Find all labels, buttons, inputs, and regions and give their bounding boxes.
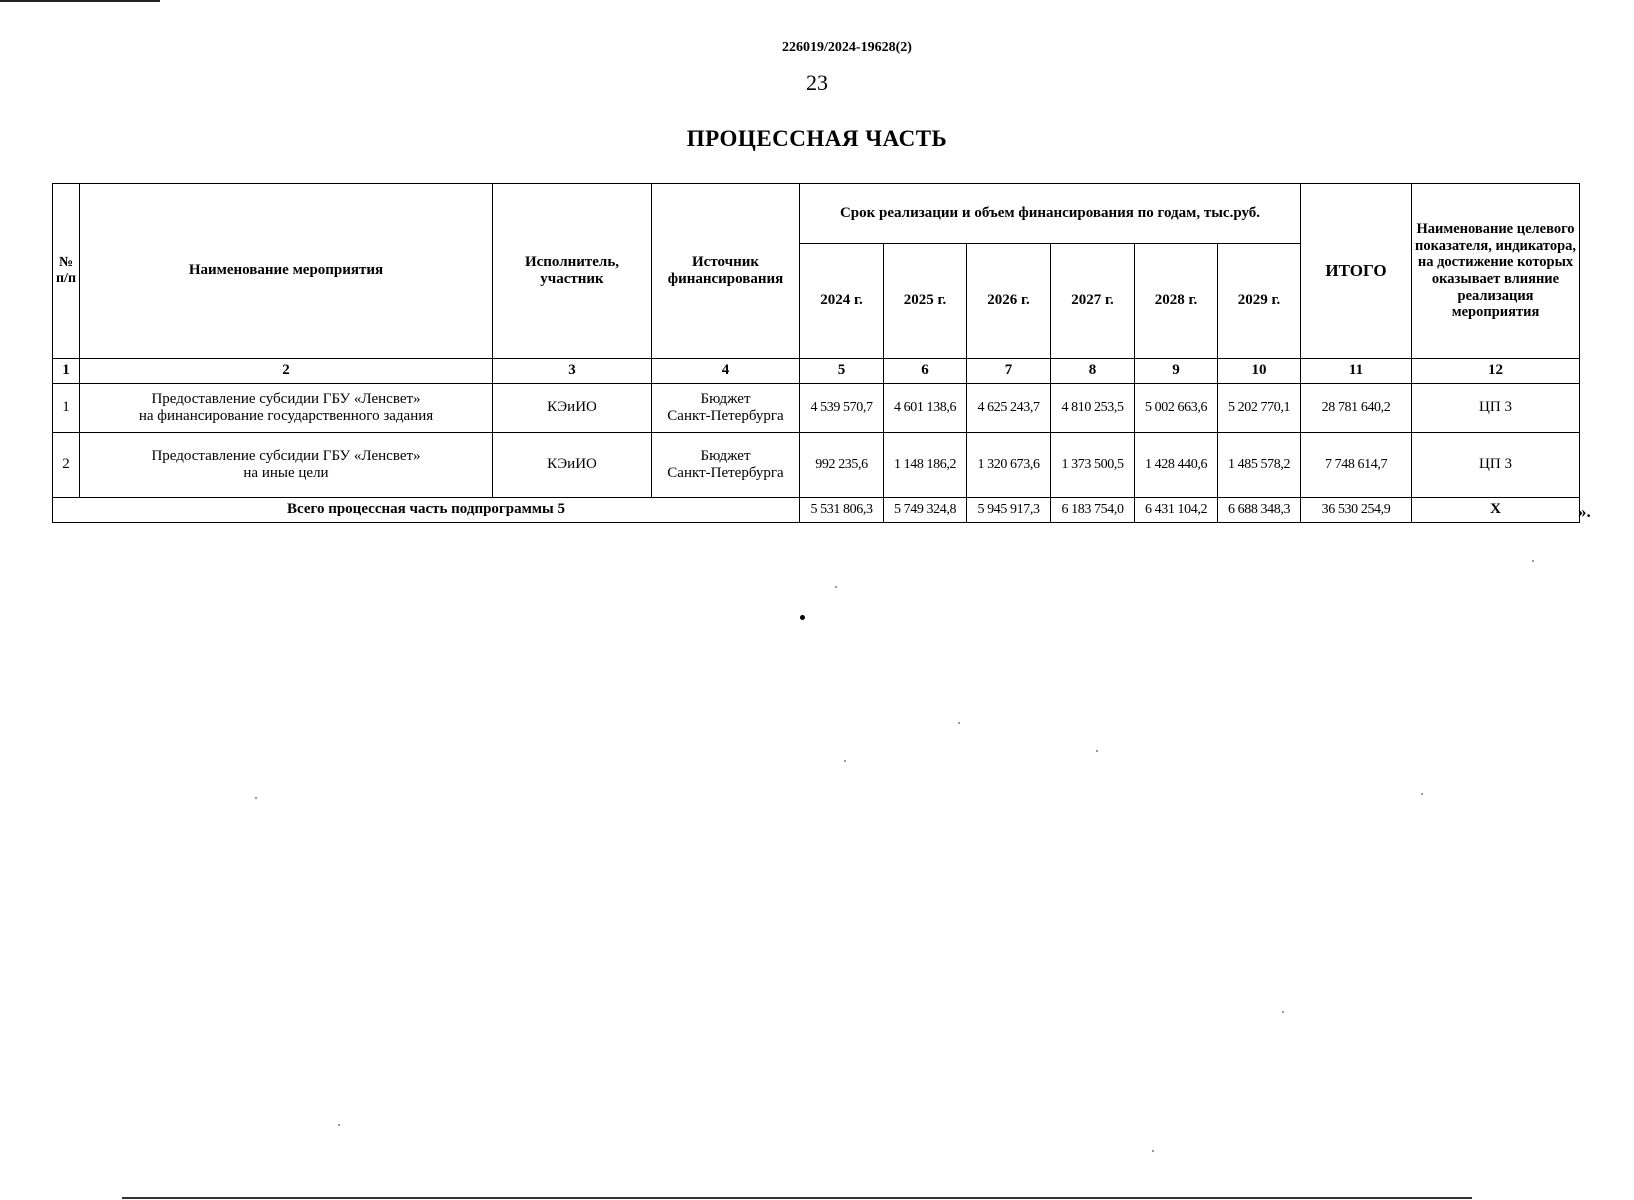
year-value-cell: 5 002 663,6	[1135, 384, 1218, 433]
indicator-cell: ЦП 3	[1412, 433, 1580, 498]
year-value-cell: 4 810 253,5	[1051, 384, 1135, 433]
header-num: № п/п	[53, 184, 80, 359]
row-total-cell: 28 781 640,2	[1301, 384, 1412, 433]
header-year-2024: 2024 г.	[800, 244, 884, 359]
source-cell	[652, 433, 800, 498]
scan-speck	[844, 760, 846, 762]
column-number: 4	[652, 359, 800, 384]
header-executor: Исполнитель, участник	[493, 184, 652, 359]
column-number: 10	[1218, 359, 1301, 384]
column-number: 11	[1301, 359, 1412, 384]
scan-speck	[1152, 1150, 1154, 1152]
executor-cell: КЭиИО	[493, 433, 652, 498]
column-number: 7	[967, 359, 1051, 384]
event-name-line: на иные цели	[243, 465, 329, 481]
closing-quote-mark: ».	[1578, 502, 1591, 521]
total-year-value: 5 749 324,8	[884, 498, 967, 523]
header-year-2028: 2028 г.	[1135, 244, 1218, 359]
column-number: 1	[53, 359, 80, 384]
header-year-2029: 2029 г.	[1218, 244, 1301, 359]
year-value-cell: 1 485 578,2	[1218, 433, 1301, 498]
scan-speck	[958, 722, 960, 724]
page-title: ПРОЦЕССНАЯ ЧАСТЬ	[686, 126, 948, 151]
header-indicator: Наименование целевого показателя, индикатора, на достижение которых оказывает влияние реализация мероприятия	[1412, 184, 1580, 359]
header-row-top	[53, 184, 1580, 244]
total-year-value: 5 531 806,3	[800, 498, 884, 523]
year-value-cell: 1 148 186,2	[884, 433, 967, 498]
total-year-value: 5 945 917,3	[967, 498, 1051, 523]
column-number: 3	[493, 359, 652, 384]
header-event-name: Наименование мероприятия	[80, 184, 493, 359]
document-number: 226019/2024-19628(2)	[782, 40, 912, 55]
year-value-cell: 5 202 770,1	[1218, 384, 1301, 433]
scan-speck	[338, 1124, 340, 1126]
event-name-line: Предоставление субсидии ГБУ «Ленсвет»	[151, 447, 421, 464]
column-number: 12	[1412, 359, 1580, 384]
row-total-cell: 7 748 614,7	[1301, 433, 1412, 498]
year-value-cell: 1 428 440,6	[1135, 433, 1218, 498]
event-name-line: на финансирование государственного задания	[138, 408, 434, 424]
total-year-value: 6 183 754,0	[1051, 498, 1135, 523]
header-year-2026: 2026 г.	[967, 244, 1051, 359]
header-source: Источник финансирования	[652, 184, 800, 359]
year-value-cell: 4 539 570,7	[800, 384, 884, 433]
scan-speck	[255, 797, 257, 799]
scan-top-edge	[0, 0, 160, 2]
event-name-cell	[80, 433, 493, 498]
column-number: 6	[884, 359, 967, 384]
source-line: Санкт-Петербурга	[667, 408, 784, 424]
scan-speck	[800, 615, 805, 620]
year-value-cell: 4 601 138,6	[884, 384, 967, 433]
column-number: 9	[1135, 359, 1218, 384]
header-period-group: Срок реализации и объем финансирования по годам, тыс.руб.	[800, 184, 1301, 244]
total-row-label: Всего процессная часть подпрограммы 5	[53, 498, 800, 523]
event-name-cell	[80, 384, 493, 433]
header-total: ИТОГО	[1301, 184, 1412, 359]
row-number: 1	[53, 384, 80, 433]
scan-speck	[1096, 750, 1098, 752]
source-line: Бюджет	[700, 390, 751, 407]
year-value-cell: 4 625 243,7	[967, 384, 1051, 433]
source-cell	[652, 384, 800, 433]
table-row	[53, 384, 1580, 433]
table-row	[53, 433, 1580, 498]
column-number: 5	[800, 359, 884, 384]
header-year-2025: 2025 г.	[884, 244, 967, 359]
scan-speck	[1532, 560, 1534, 562]
total-year-value: 6 688 348,3	[1218, 498, 1301, 523]
total-year-value: 6 431 104,2	[1135, 498, 1218, 523]
header-year-2027: 2027 г.	[1051, 244, 1135, 359]
column-number-row	[53, 359, 1580, 384]
scan-bottom-edge	[122, 1197, 1472, 1199]
row-number: 2	[53, 433, 80, 498]
column-number: 8	[1051, 359, 1135, 384]
total-indicator: Х	[1412, 498, 1580, 523]
executor-cell: КЭиИО	[493, 384, 652, 433]
year-value-cell: 992 235,6	[800, 433, 884, 498]
year-value-cell: 1 373 500,5	[1051, 433, 1135, 498]
scan-speck	[1282, 1011, 1284, 1013]
source-line: Санкт-Петербурга	[667, 465, 784, 481]
process-part-table	[52, 183, 1580, 523]
grand-total-value: 36 530 254,9	[1301, 498, 1412, 523]
year-value-cell: 1 320 673,6	[967, 433, 1051, 498]
indicator-cell: ЦП 3	[1412, 384, 1580, 433]
scan-speck	[835, 586, 837, 588]
total-row	[53, 498, 1580, 523]
column-number: 2	[80, 359, 493, 384]
event-name-line: Предоставление субсидии ГБУ «Ленсвет»	[151, 390, 421, 407]
page-number: 23	[806, 70, 828, 95]
source-line: Бюджет	[700, 447, 751, 464]
scan-speck	[1421, 793, 1423, 795]
